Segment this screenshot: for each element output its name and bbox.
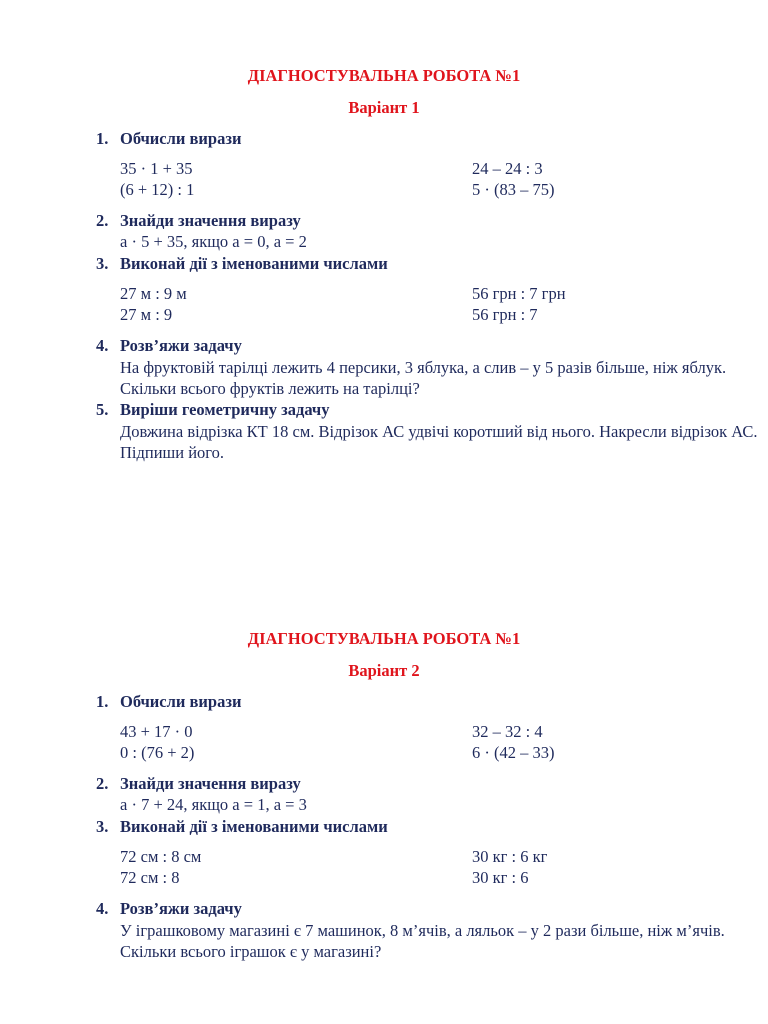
v2-task3-expr-right-1: 30 кг : 6 кг xyxy=(472,847,548,866)
v2-task3-expr-left-1: 72 см : 8 см xyxy=(120,847,202,866)
v1-task2-heading: Знайди значення виразу xyxy=(120,211,301,230)
v1-task3-heading: Виконай дії з іменованими числами xyxy=(120,254,388,273)
v2-task3-number: 3. xyxy=(96,817,109,836)
v1-task1-expr-left-2: (6 + 12) : 1 xyxy=(120,180,195,199)
v1-task3-expr-left-2: 27 м : 9 xyxy=(120,305,173,324)
v1-task1-number: 1. xyxy=(96,129,109,148)
v2-task4-number: 4. xyxy=(96,899,109,918)
variant2-title: ДІАГНОСТУВАЛЬНА РОБОТА №1 xyxy=(247,629,521,648)
v1-task5-heading: Виріши геометричну задачу xyxy=(120,400,330,419)
v1-task3-expr-right-1: 56 грн : 7 грн xyxy=(472,284,566,303)
v1-task1-expr-right-1: 24 – 24 : 3 xyxy=(472,159,543,178)
v1-task4-heading: Розв’яжи задачу xyxy=(120,336,242,355)
v2-task4-text: У іграшковому магазині є 7 машинок, 8 м’ячів, а ляльок – у 2 рази більше, ніж м’ячів. Скільки всього іграшок є у магазині? xyxy=(120,921,725,961)
v2-task3-heading: Виконай дії з іменованими числами xyxy=(120,817,388,836)
v1-task5-number: 5. xyxy=(96,400,109,419)
v2-task2-heading: Знайди значення виразу xyxy=(120,774,301,793)
v2-task1-expr-left-1: 43 + 17 · 0 xyxy=(120,722,193,741)
v1-task1-expr-right-2: 5 · (83 – 75) xyxy=(472,180,555,199)
v1-task1-expr-left-1: 35 · 1 + 35 xyxy=(120,159,193,178)
variant2-subtitle: Варіант 2 xyxy=(348,661,420,680)
v2-task1-expr-left-2: 0 : (76 + 2) xyxy=(120,743,195,762)
v2-task2-number: 2. xyxy=(96,774,109,793)
v2-task2-text: а · 7 + 24, якщо а = 1, а = 3 xyxy=(120,795,307,814)
v1-task3-expr-right-2: 56 грн : 7 xyxy=(472,305,538,324)
v2-task4-heading: Розв’яжи задачу xyxy=(120,899,242,918)
v2-task1-number: 1. xyxy=(96,692,109,711)
v1-task3-expr-left-1: 27 м : 9 м xyxy=(120,284,187,303)
v2-task1-heading: Обчисли вирази xyxy=(120,692,242,711)
v1-task5-text: Довжина відрізка КТ 18 см. Відрізок АС удвічі коротший від нього. Накресли відрізок АС. Підпиши його. xyxy=(120,422,758,462)
v2-task1-expr-right-1: 32 – 32 : 4 xyxy=(472,722,543,741)
variant1-subtitle: Варіант 1 xyxy=(348,98,420,117)
v1-task4-number: 4. xyxy=(96,336,109,355)
v1-task2-text: а · 5 + 35, якщо а = 0, а = 2 xyxy=(120,232,307,251)
v2-task3-expr-left-2: 72 см : 8 xyxy=(120,868,180,887)
v2-task1-expr-right-2: 6 · (42 – 33) xyxy=(472,743,555,762)
v1-task1-heading: Обчисли вирази xyxy=(120,129,242,148)
variant1-title: ДІАГНОСТУВАЛЬНА РОБОТА №1 xyxy=(247,66,521,85)
v1-task2-number: 2. xyxy=(96,211,109,230)
v1-task3-number: 3. xyxy=(96,254,109,273)
v1-task4-text: На фруктовій тарілці лежить 4 персики, 3 яблука, а слив – у 5 разів більше, ніж яблук. Скільки всього фруктів лежить на тарілці? xyxy=(120,358,727,398)
v2-task3-expr-right-2: 30 кг : 6 xyxy=(472,868,529,887)
